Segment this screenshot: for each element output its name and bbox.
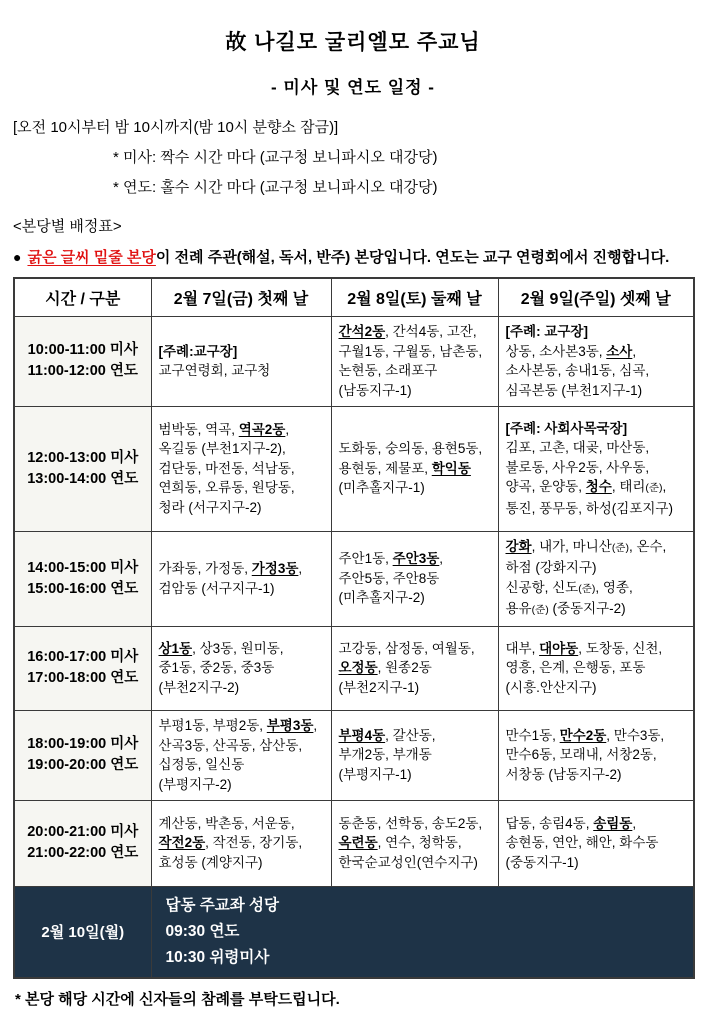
- parish-cell: 강화, 내가, 마니산(준), 온수, 하점 (강화지구) 신공항, 신도(준), 영종, 용유(준) (중동지구-2): [498, 531, 694, 626]
- hours-note: [오전 10시부터 밤 10시까지(밤 10시 분향소 잠금)]: [13, 119, 339, 136]
- parish-cell: [주례: 교구장] 상동, 소사본3동, 소사, 소사본동, 송내1동, 심곡, 심곡본동 (부천1지구-1): [498, 316, 694, 406]
- legend-highlight: 굵은 글씨 밑줄 본당: [27, 249, 156, 266]
- bullet-icon: ●: [13, 249, 22, 265]
- table-row: [14, 316, 694, 406]
- legend-line: [13, 246, 693, 267]
- host-parish: 부평4동: [338, 727, 386, 743]
- host-parish: 역곡2동: [238, 421, 286, 437]
- celebrant-label: [주례: 사회사목국장]: [505, 420, 628, 436]
- final-day-date: 2월 10일(월): [14, 886, 151, 978]
- schedule-table: [13, 277, 695, 979]
- parish-cell: 만수1동, 만수2동, 만수3동, 만수6동, 모래내, 서창2동, 서창동 (남동지구-2): [498, 710, 694, 800]
- parish-cell: 가좌동, 가정동, 가정3동, 검암동 (서구지구-1): [151, 531, 331, 626]
- parish-cell: 대부, 대야동, 도창동, 신천, 영흥, 은계, 은행동, 포동 (시흥.안산지구): [498, 626, 694, 710]
- parish-cell: 범박동, 역곡, 역곡2동, 옥길동 (부천1지구-2), 검단동, 마전동, 석남동, 연희동, 오류동, 원당동, 청라 (서구지구-2): [151, 406, 331, 531]
- time-cell: 20:00-21:00 미사 21:00-22:00 연도: [14, 800, 151, 886]
- host-parish: 오정동: [338, 660, 378, 676]
- host-parish: 간석2동: [338, 324, 386, 339]
- final-day-schedule: 답동 주교좌 성당 09:30 연도 10:30 위령미사: [151, 886, 694, 978]
- legend-rest: 이 전례 주관(해설, 독서, 반주) 본당입니다. 연도는 교구 연령회에서 진행합니다.: [155, 249, 670, 266]
- table-row: [14, 626, 694, 710]
- host-parish: 부평3동: [266, 718, 314, 733]
- small-note: (준): [531, 604, 549, 616]
- small-note: (준): [645, 482, 663, 495]
- host-parish: 가정3동: [251, 561, 299, 576]
- parish-cell: 주안1동, 주안3동, 주안5동, 주안8동 (미추홀지구-2): [331, 531, 498, 626]
- col-header-day2: 2월 8일(토) 둘째 날: [331, 278, 498, 316]
- table-header-row: [14, 278, 694, 316]
- table-row: [14, 800, 694, 886]
- host-parish: 강화: [505, 538, 532, 554]
- parish-cell: 간석2동, 간석4동, 고잔, 구월1동, 구월동, 남촌동, 논현동, 소래포구 (남동지구-1): [331, 316, 498, 406]
- parish-cell: 부평4동, 갈산동, 부개2동, 부개동 (부평지구-1): [331, 710, 498, 800]
- host-parish: 만수2동: [559, 727, 607, 743]
- parish-cell: 도화동, 숭의동, 용현5동, 용현동, 제물포, 학익동 (미추홀지구-1): [331, 406, 498, 531]
- host-parish: 상1동: [158, 640, 193, 656]
- host-parish: 청수: [585, 479, 612, 495]
- page-title: 故 나길모 굴리엘모 주교님: [225, 31, 481, 54]
- time-cell: 10:00-11:00 미사 11:00-12:00 연도: [14, 316, 151, 406]
- parish-cell: 상1동, 상3동, 원미동, 중1동, 중2동, 중3동 (부천2지구-2): [151, 626, 331, 710]
- page-subtitle: - 미사 및 연도 일정 -: [271, 78, 435, 97]
- celebrant-label: [주례: 교구장]: [505, 324, 588, 339]
- small-note: (준): [611, 541, 629, 554]
- mass-note: * 미사: 짝수 시간 마다 (교구청 보니파시오 대강당): [113, 149, 438, 166]
- celebrant-label: [주례:교구장]: [158, 343, 238, 359]
- footer-note: * 본당 해당 시간에 신자들의 참례를 부탁드립니다.: [15, 990, 340, 1008]
- parish-cell: 답동, 송림4동, 송림동, 송현동, 연안, 해안, 화수동 (중동지구-1): [498, 800, 694, 886]
- yeondo-note: * 연도: 홀수 시간 마다 (교구청 보니파시오 대강당): [113, 179, 438, 196]
- time-cell: 16:00-17:00 미사 17:00-18:00 연도: [14, 626, 151, 710]
- parish-cell: 부평1동, 부평2동, 부평3동, 산곡3동, 산곡동, 삼산동, 십정동, 일신동 (부평지구-2): [151, 710, 331, 800]
- parish-cell: 고강동, 삼정동, 여월동, 오정동, 원종2동 (부천2지구-1): [331, 626, 498, 710]
- small-note: (준): [578, 582, 596, 595]
- time-cell: 18:00-19:00 미사 19:00-20:00 연도: [14, 710, 151, 800]
- col-header-day1: 2월 7일(금) 첫째 날: [151, 278, 331, 316]
- table-row: [14, 710, 694, 800]
- host-parish: 주안3동: [392, 551, 440, 567]
- host-parish: 옥련동: [338, 835, 378, 851]
- host-parish: 소사: [606, 343, 633, 359]
- time-cell: 14:00-15:00 미사 15:00-16:00 연도: [14, 531, 151, 626]
- table-row: [14, 406, 694, 531]
- host-parish: 학익동: [431, 460, 471, 476]
- assignment-table-label: <본당별 배정표>: [13, 218, 122, 235]
- table-row: [14, 531, 694, 626]
- parish-cell: [주례:교구장] 교구연령회, 교구청: [151, 316, 331, 406]
- col-header-day3: 2월 9일(주일) 셋째 날: [498, 278, 694, 316]
- parish-cell: 계산동, 박촌동, 서운동, 작전2동, 작전동, 장기동, 효성동 (계양지구): [151, 800, 331, 886]
- host-parish: 작전2동: [158, 835, 206, 851]
- parish-cell: [주례: 사회사목국장] 김포, 고촌, 대곶, 마산동, 불로동, 사우2동, 사우동, 양곡, 운양동, 청수, 태리(준), 통진, 풍무동, 하성(김포지구): [498, 406, 694, 531]
- col-header-time: 시간 / 구분: [14, 278, 151, 316]
- host-parish: 송림동: [593, 815, 633, 831]
- parish-cell: 동춘동, 선학동, 송도2동, 옥련동, 연수, 청학동, 한국순교성인(연수지구): [331, 800, 498, 886]
- time-cell: 12:00-13:00 미사 13:00-14:00 연도: [14, 406, 151, 531]
- host-parish: 대야동: [539, 640, 579, 656]
- final-day-row: [14, 886, 694, 978]
